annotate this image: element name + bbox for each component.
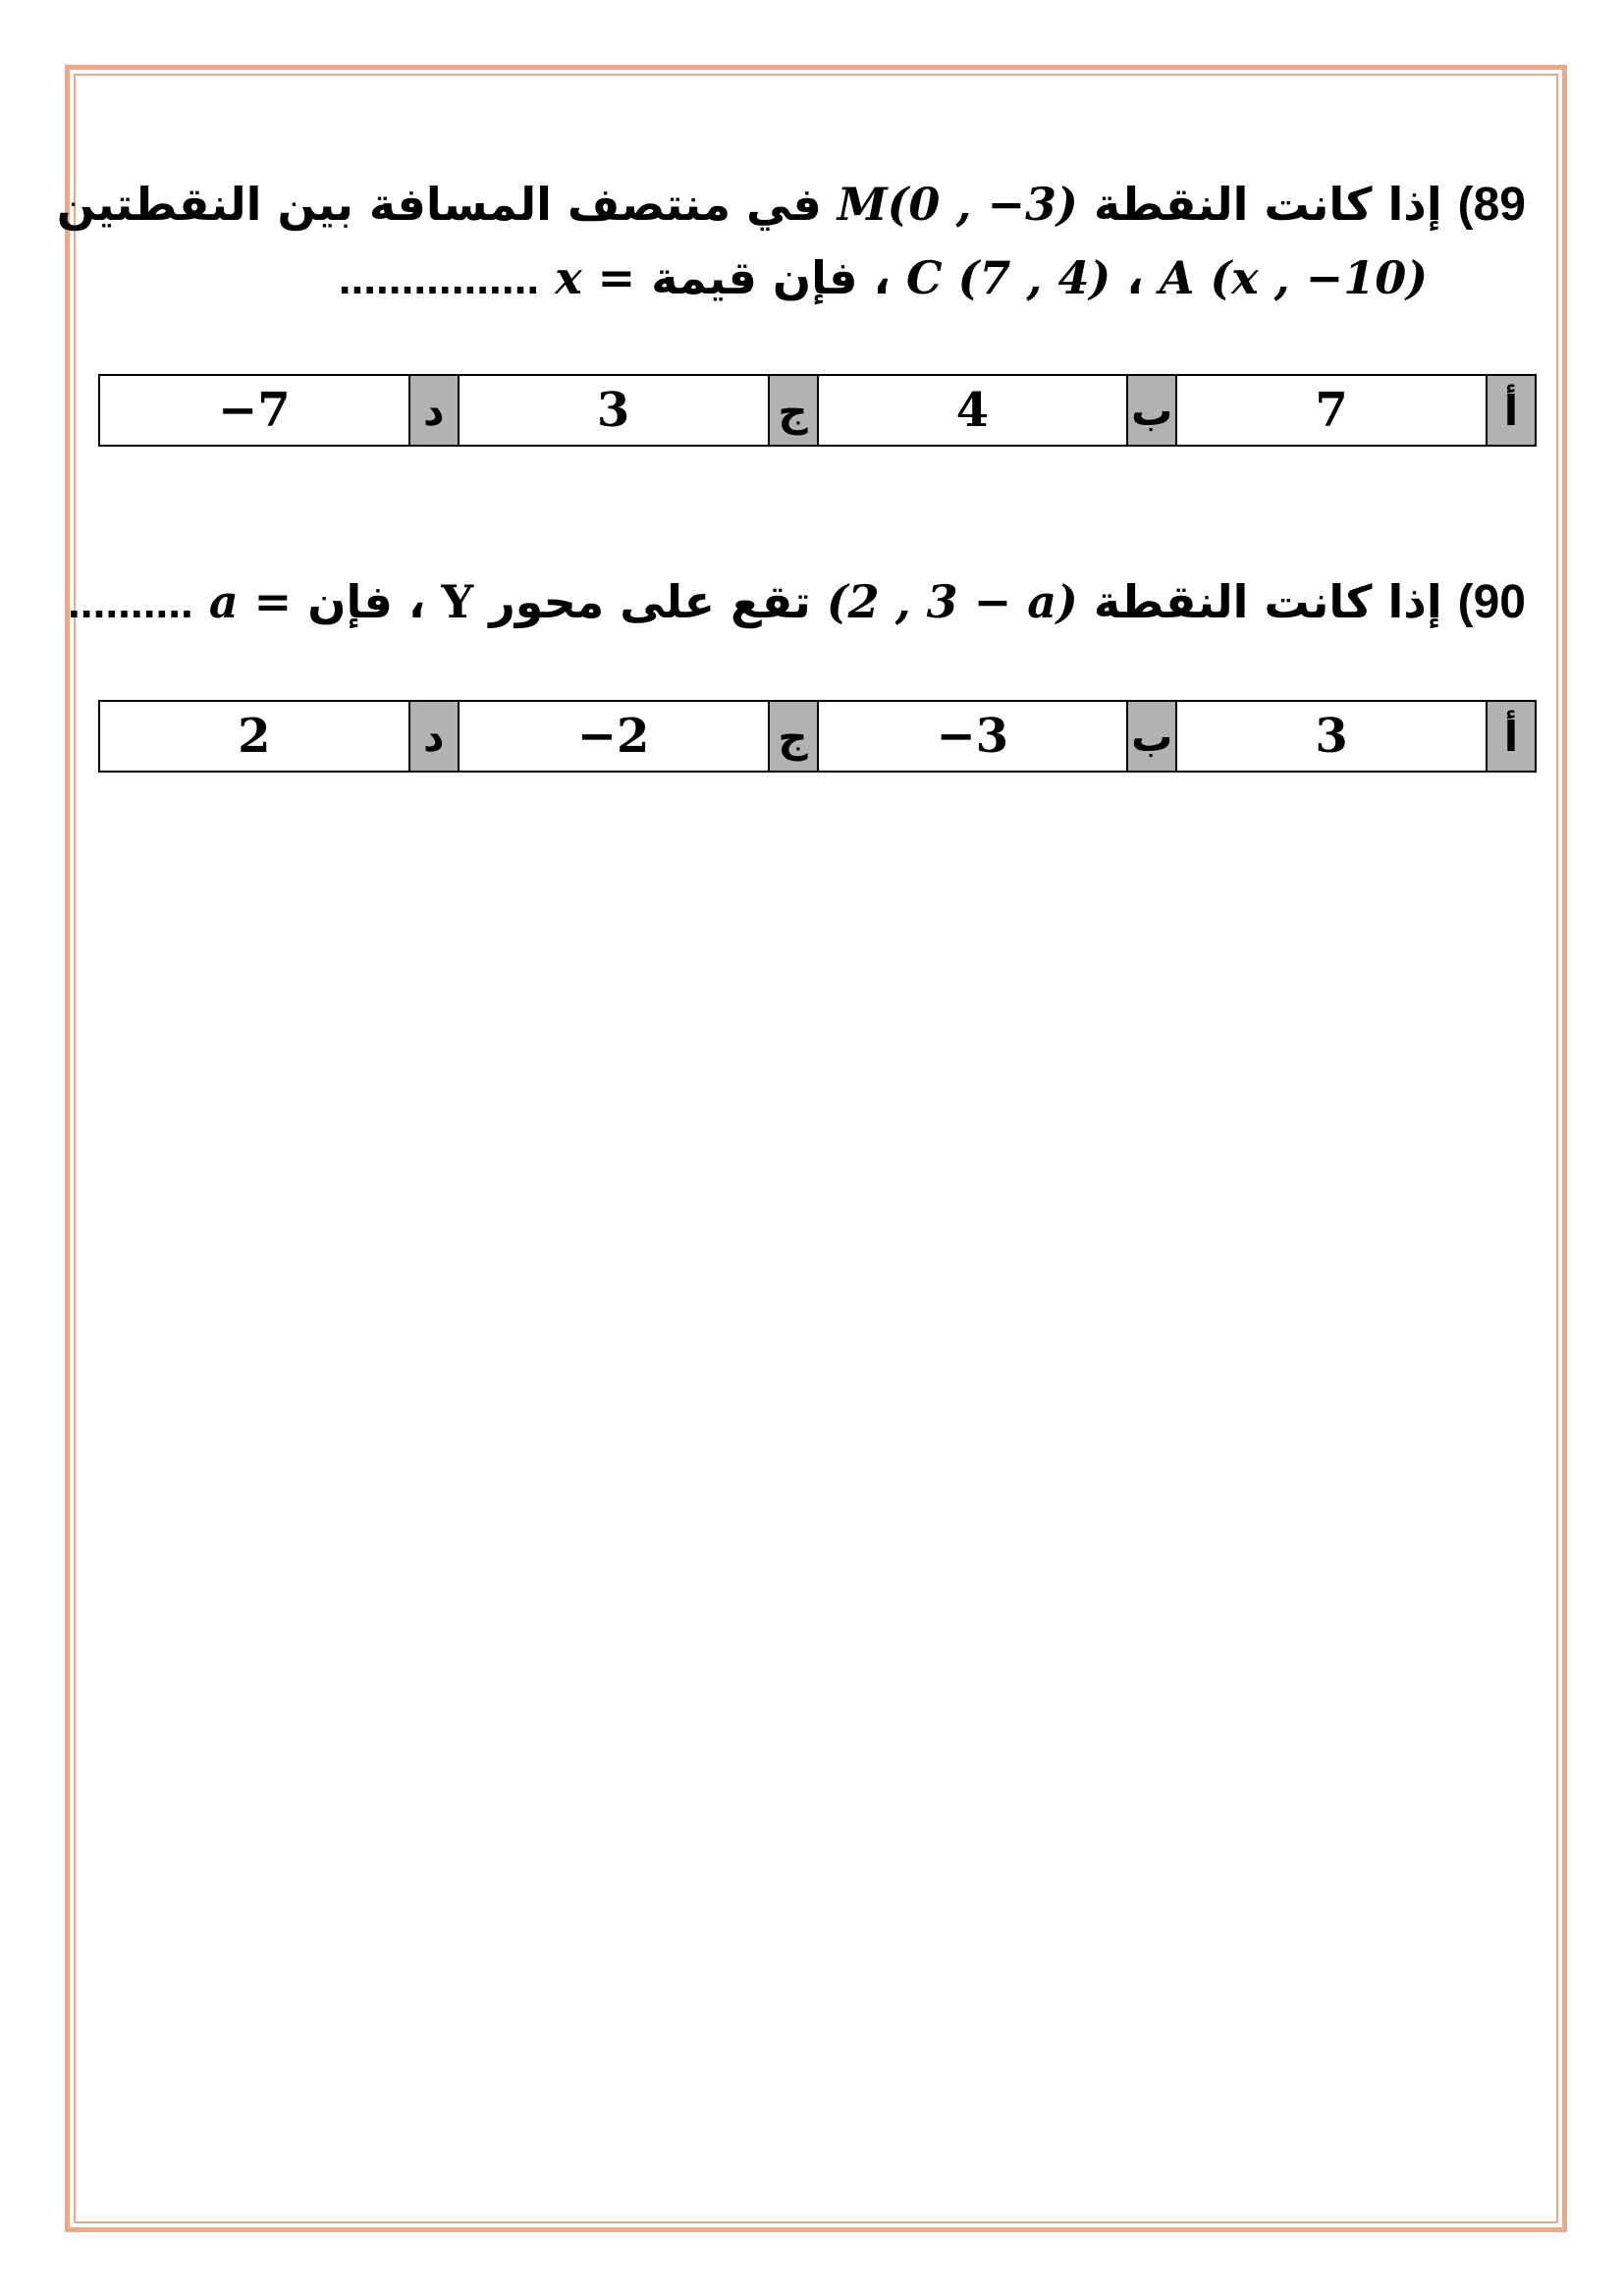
math-point-a: A (x , −10): [1159, 251, 1428, 304]
question-text: في منتصف المسافة بين النقطتين: [56, 178, 822, 231]
choice-value-b[interactable]: −3: [818, 701, 1128, 772]
answer-blank: ..........: [68, 576, 193, 627]
choice-value-d[interactable]: 2: [99, 701, 409, 772]
choice-label-b: ب: [1127, 375, 1176, 446]
math-axis: Y: [441, 575, 474, 628]
choice-value-a[interactable]: 3: [1176, 701, 1487, 772]
answer-blank: ................: [338, 252, 540, 303]
separator: ،: [1126, 251, 1144, 304]
question-text: ، فإن: [307, 575, 426, 628]
question-89-line-1: [57, 172, 1526, 238]
choice-value-c[interactable]: 3: [459, 375, 769, 446]
choice-label-c: ج: [769, 375, 818, 446]
choice-label-a: أ: [1487, 375, 1536, 446]
question-text: إذا كانت النقطة: [1093, 178, 1442, 231]
math-point: (2 , 3 − a): [826, 575, 1078, 628]
choice-label-d: د: [409, 375, 459, 446]
question-text: إذا كانت النقطة: [1093, 575, 1442, 628]
question-90-line-1: [68, 569, 1526, 635]
choice-value-b[interactable]: 4: [818, 375, 1128, 446]
question-89-line-2: [339, 245, 1428, 310]
math-variable: a =: [208, 575, 293, 628]
choice-value-d[interactable]: −7: [99, 375, 409, 446]
choice-label-b: ب: [1127, 701, 1176, 772]
choice-label-c: ج: [769, 701, 818, 772]
choices-table-89: [98, 374, 1537, 447]
math-point-c: C (7 , 4): [906, 251, 1111, 304]
question-text: ، فإن قيمة: [651, 251, 891, 304]
question-number: 89): [1457, 179, 1526, 231]
choice-value-c[interactable]: −2: [459, 701, 769, 772]
question-text: تقع على محور: [489, 575, 811, 628]
math-point-m: M(0 , −3): [837, 178, 1078, 231]
choice-value-a[interactable]: 7: [1176, 375, 1487, 446]
choices-table-90: [98, 700, 1537, 773]
choice-label-d: د: [409, 701, 459, 772]
choice-label-a: أ: [1487, 701, 1536, 772]
math-variable: x =: [555, 251, 636, 304]
question-number: 90): [1457, 576, 1526, 628]
